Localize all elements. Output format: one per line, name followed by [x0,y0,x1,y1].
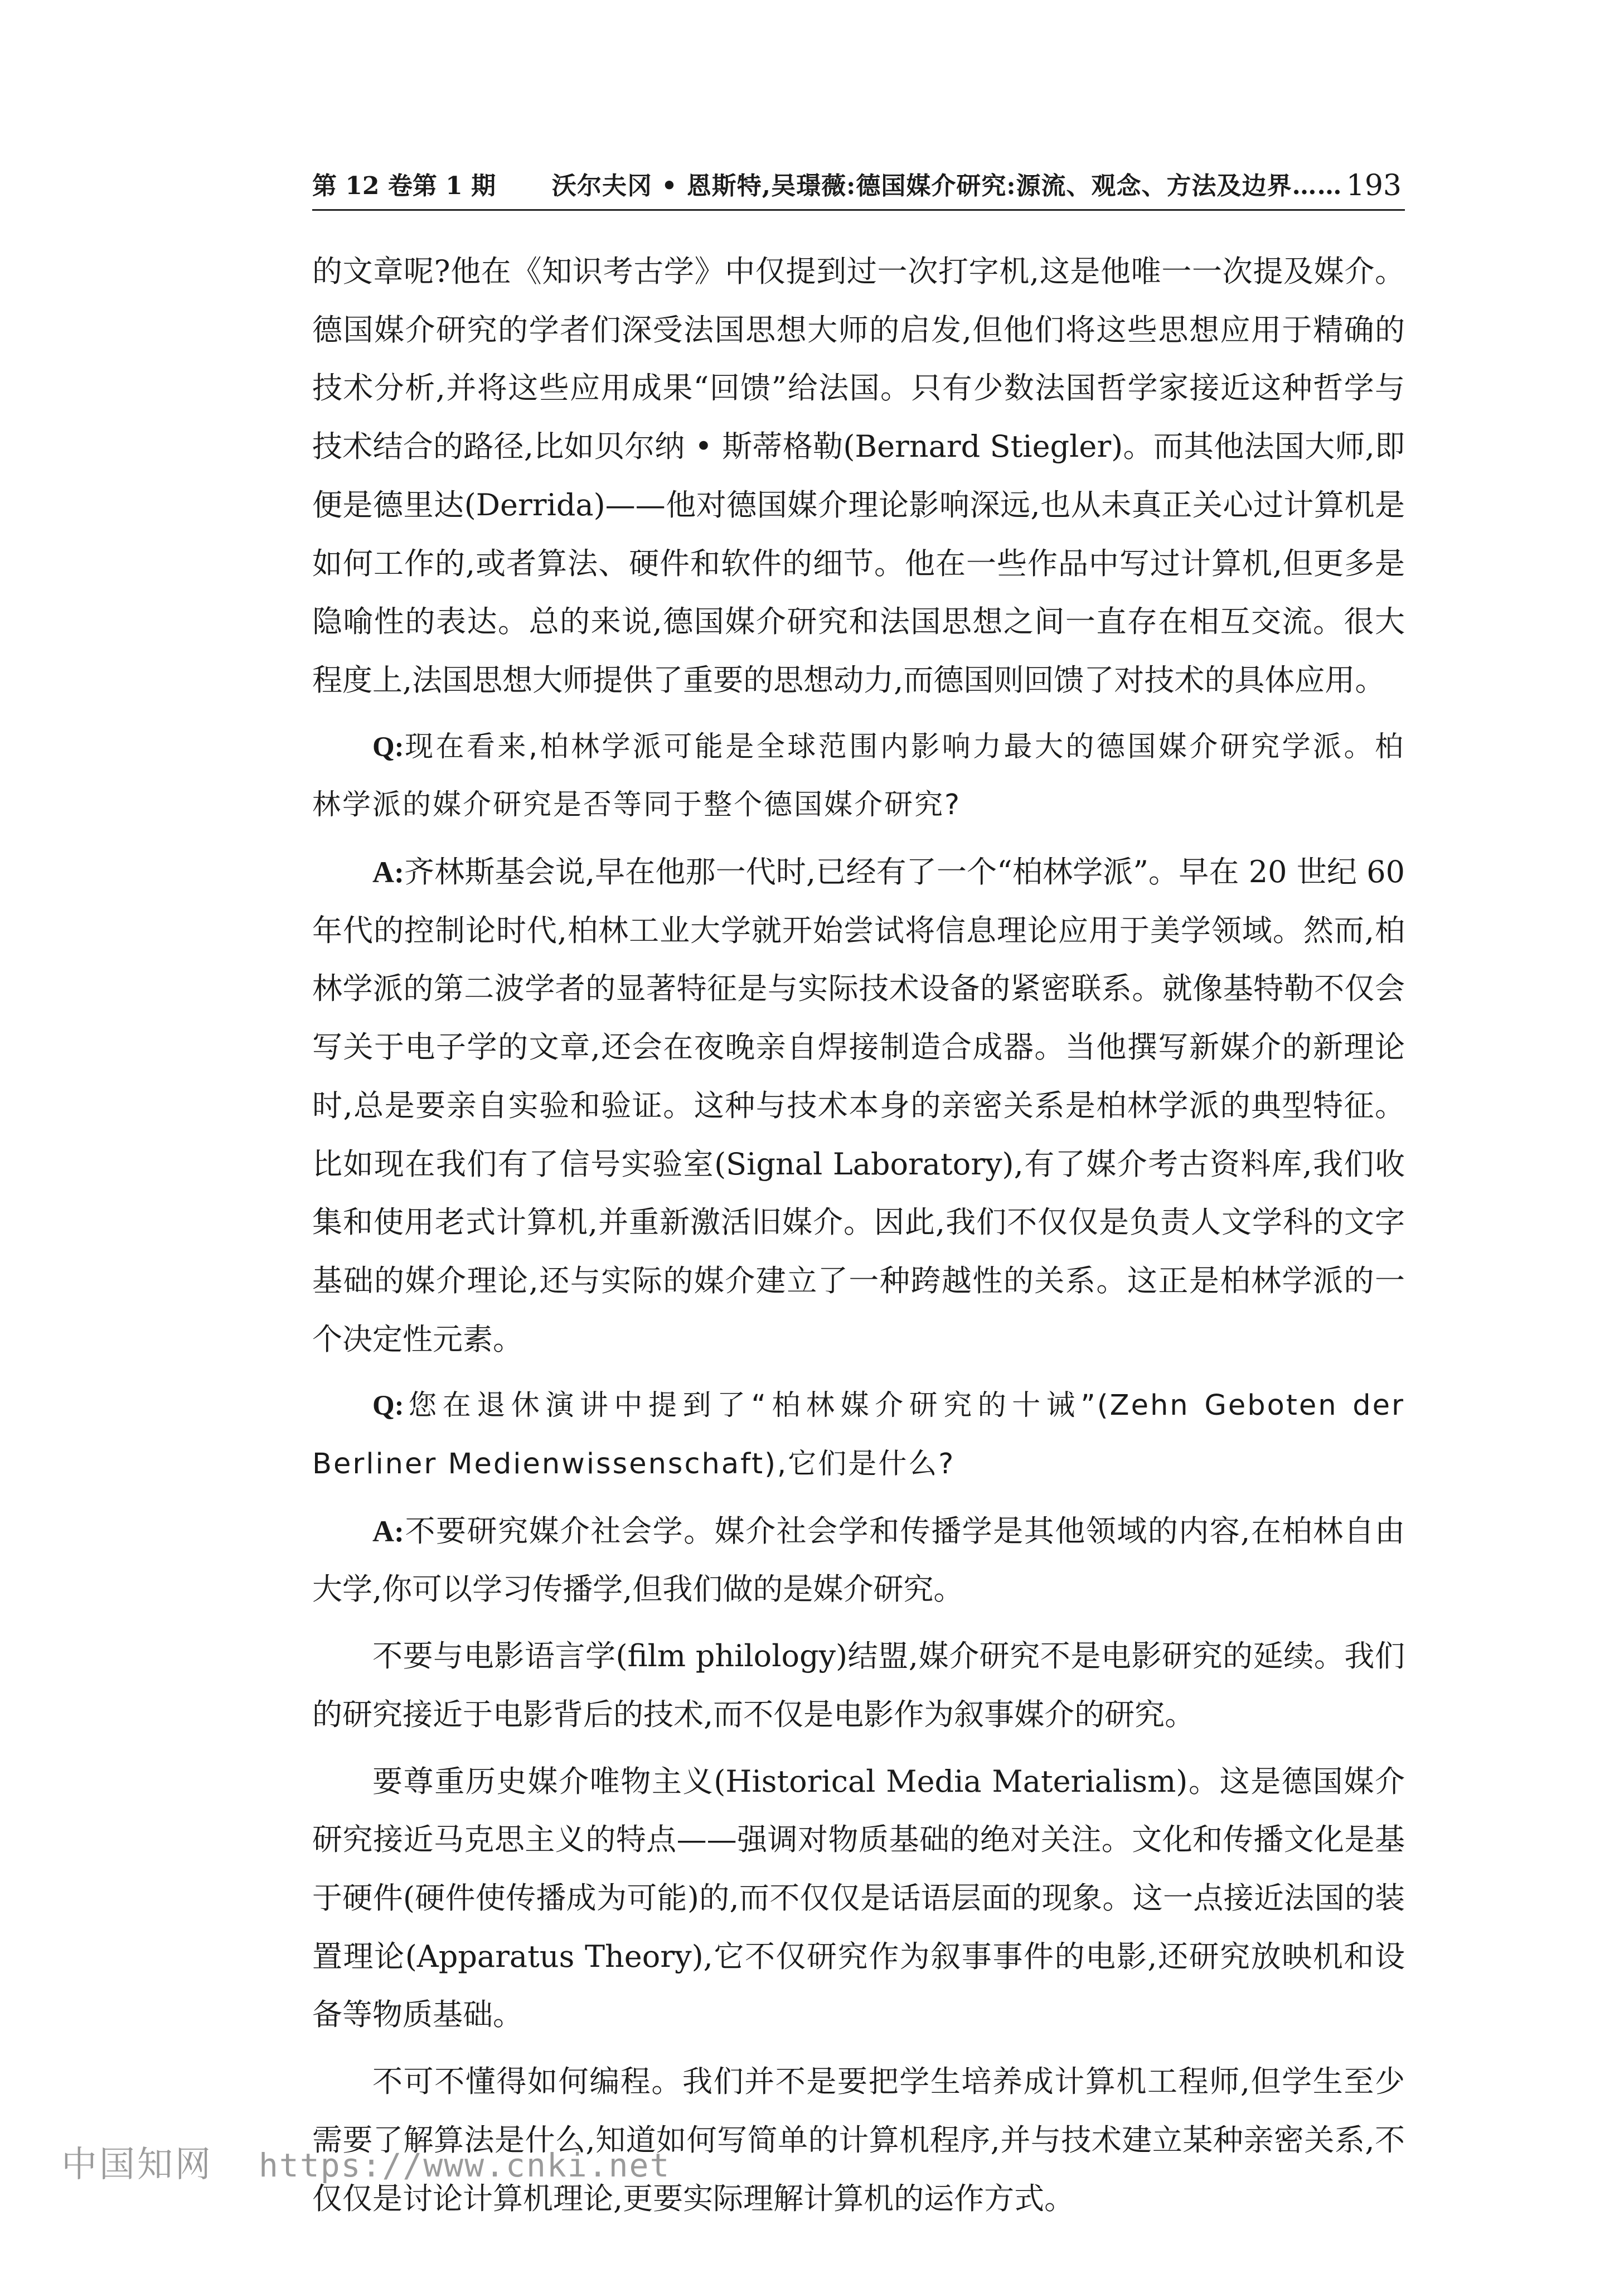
answer-text: 齐林斯基会说,早在他那一代时,已经有了一个“柏林学派”。早在 20 世纪 60 年代的控制论时代,柏林工业大学就开始尝试将信息理论应用于美学领域。然而,柏林学派的第二波学者的显著特征是与实际技术设备的紧密联系。就像基特勒不仅会写关于电子学的文章,还会在夜晚亲自焊接制造合成器。当他撰写新媒介的新理论时,总是要亲自实验和验证。这种与技术本身的亲密关系是柏林学派的典型特征。比如现在我们有了信号实验室(Signal Laboratory),有了媒介考古资料库,我们收集和使用老式计算机,并重新激活旧媒介。因此,我们不仅仅是负责人文学科的文字基础的媒介理论,还与实际的媒介建立了一种跨越性的关系。这正是柏林学派的一个决定性元素。 [312,854,1405,1357]
a-label: A: [372,855,404,889]
article-body [312,243,1405,2236]
cnki-logo-text: 中国知网 [61,2144,213,2185]
question-text: 您在退休演讲中提到了“柏林媒介研究的十诫”(Zehn Geboten der Berliner Medienwissenschaft),它们是什么? [312,1389,1405,1481]
q-label: Q: [372,1390,404,1422]
paragraph: 不要与电影语言学(film philology)结盟,媒介研究不是电影研究的延续。我们的研究接近于电影背后的技术,而不仅是电影作为叙事媒介的研究。 [312,1638,1405,1732]
cnki-url: https://www.cnki.net [259,2146,671,2184]
page-number: 193 [1346,169,1402,202]
paragraph: 的文章呢?他在《知识考古学》中仅提到过一次打字机,这是他唯一一次提及媒介。德国媒介研究的学者们深受法国思想大师的启发,但他们将这些思想应用于精确的技术分析,并将这些应用成果“回馈”给法国。只有少数法国哲学家接近这种哲学与技术结合的路径,比如贝尔纳 • 斯蒂格勒(Bernard Stiegler)。而其他法国大师,即便是德里达(Derrida)——他对德国媒介理论影响深远,也从未真正关心过计算机是如何工作的,或者算法、硬件和软件的细节。他在一些作品中写过计算机,但更多是隐喻性的表达。总的来说,德国媒介研究和法国思想之间一直存在相互交流。很大程度上,法国思想大师提供了重要的思想动力,而德国则回馈了对技术的具体应用。 [312,254,1405,698]
journal-volume-issue: 第 12 卷第 1 期 [312,172,496,200]
watermark-footer [61,2136,670,2186]
paragraph: 不可不懂得如何编程。我们并不是要把学生培养成计算机工程师,但学生至少需要了解算法是什么,知道如何写简单的计算机程序,并与技术建立某种亲密关系,不仅仅是讨论计算机理论,更要实际理解计算机的运作方式。 [312,2064,1405,2216]
answer-paragraph [312,843,1405,1368]
running-header [312,170,1405,211]
question-text: 现在看来,柏林学派可能是全球范围内影响力最大的德国媒介研究学派。柏林学派的媒介研究是否等同于整个德国媒介研究? [312,730,1405,822]
answer-paragraph [312,1502,1405,1619]
running-title: 沃尔夫冈 • 恩斯特,吴璟薇:德国媒介研究:源流、观念、方法及边界…… [552,172,1342,200]
q-label: Q: [372,731,404,763]
question-paragraph [312,718,1405,835]
paragraph: 要尊重历史媒介唯物主义(Historical Media Materialism)。这是德国媒介研究接近马克思主义的特点——强调对物质基础的绝对关注。文化和传播文化是基于硬件(硬件使传播成为可能)的,而不仅仅是话语层面的现象。这一点接近法国的装置理论(Apparatus Theory),它不仅研究作为叙事事件的电影,还研究放映机和设备等物质基础。 [312,1763,1405,2033]
a-label: A: [372,1514,404,1548]
question-paragraph [312,1377,1405,1493]
answer-text: 不要研究媒介社会学。媒介社会学和传播学是其他领域的内容,在柏林自由大学,你可以学习传播学,但我们做的是媒介研究。 [312,1513,1405,1607]
